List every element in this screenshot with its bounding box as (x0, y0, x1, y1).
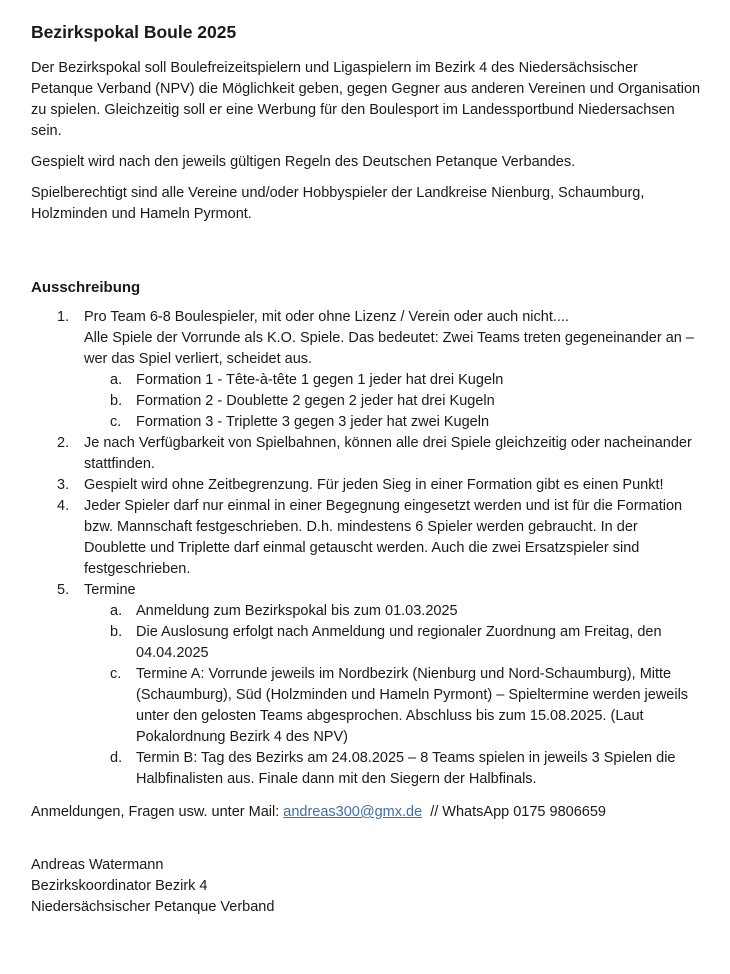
signature-role: Bezirkskoordinator Bezirk 4 (31, 878, 208, 894)
sub-item-letter: c. (110, 414, 122, 430)
item-number: 5. (57, 582, 70, 598)
item-text: Je nach Verfügbarkeit von Spielbahnen, können alle drei Spiele gleichzeitig oder nacheinander stattfinden. (84, 435, 692, 472)
sub-item-letter: c. (110, 666, 122, 682)
sub-list-item (84, 412, 701, 433)
sub-list (84, 370, 701, 433)
item-number: 4. (57, 498, 70, 514)
email-link[interactable]: andreas300@gmx.de (283, 804, 423, 820)
item-number: 1. (57, 309, 70, 325)
item-number: 2. (57, 435, 70, 451)
document-page (31, 20, 701, 918)
sub-item-letter: b. (110, 624, 123, 640)
intro-paragraph: Spielberechtigt sind alle Vereine und/oder Hobbyspieler der Landkreise Nienburg, Schaumburg, Holzminden und Hameln Pyrmont. (31, 185, 645, 222)
item-text: Pro Team 6-8 Boulespieler, mit oder ohne Lizenz / Verein oder auch nicht.... (84, 309, 569, 325)
item-number: 3. (57, 477, 70, 493)
item-text: Termine (84, 582, 136, 598)
sub-item-letter: b. (110, 393, 123, 409)
sub-list-item (84, 748, 701, 790)
section-heading: Ausschreibung (31, 279, 141, 296)
signature-organization: Niedersächsischer Petanque Verband (31, 899, 275, 915)
sub-item-letter: a. (110, 372, 123, 388)
list-item (31, 496, 701, 580)
sub-item-text: Die Auslosung erfolgt nach Anmeldung und regionaler Zuordnung am Freitag, den 04.04.2025 (136, 624, 662, 661)
item-text: Gespielt wird ohne Zeitbegrenzung. Für jeden Sieg in einer Formation gibt es einen Punkt! (84, 477, 664, 493)
sub-item-text: Formation 2 - Doublette 2 gegen 2 jeder hat drei Kugeln (136, 393, 495, 409)
sub-item-letter: a. (110, 603, 123, 619)
contact-prefix: Anmeldungen, Fragen usw. unter Mail: (31, 804, 284, 820)
list-item (31, 307, 701, 433)
signature-block (31, 855, 701, 918)
sub-list-item (84, 601, 701, 622)
tender-list (31, 307, 701, 790)
contact-line (31, 802, 701, 823)
list-item (31, 433, 701, 475)
sub-list-item (84, 664, 701, 748)
item-text: Jeder Spieler darf nur einmal in einer Begegnung eingesetzt werden und ist für die Formation bzw. Mannschaft festgeschrieben. D.h. mindestens 6 Spieler werden gebraucht. In der Doublette und Triplette darf einmal getauscht werden. Auch die zwei Ersatzspieler sind festgeschrieben. (84, 498, 683, 577)
list-item (31, 475, 701, 496)
sub-item-text: Anmeldung zum Bezirkspokal bis zum 01.03.2025 (136, 603, 458, 619)
intro-paragraph: Der Bezirkspokal soll Boulefreizeitspielern und Ligaspielern im Bezirk 4 des Niedersächsischer Petanque Verband (NPV) die Möglichkeit geben, gegen Gegner aus anderen Vereinen und Organisation zu spielen. Gleichzeitig soll er eine Werbung für den Boulesport im Landessportbund Niedersachsen sein. (31, 60, 701, 139)
sub-list-item (84, 370, 701, 391)
item-text: Alle Spiele der Vorrunde als K.O. Spiele. Das bedeutet: Zwei Teams treten gegeneinander an – wer das Spiel verliert, scheidet aus. (84, 330, 694, 367)
intro-paragraph: Gespielt wird nach den jeweils gültigen Regeln des Deutschen Petanque Verbandes. (31, 154, 576, 170)
sub-item-text: Termin B: Tag des Bezirks am 24.08.2025 – 8 Teams spielen in jeweils 3 Spielen die Halbfinalisten aus. Finale dann mit den Siegern der Halbfinals. (136, 750, 676, 787)
signature-name: Andreas Watermann (31, 857, 164, 873)
sub-item-text: Formation 1 - Tête-à-tête 1 gegen 1 jeder hat drei Kugeln (136, 372, 504, 388)
sub-item-letter: d. (110, 750, 123, 766)
sub-list-item (84, 391, 701, 412)
sub-list (84, 601, 701, 790)
sub-item-text: Termine A: Vorrunde jeweils im Nordbezirk (Nienburg und Nord-Schaumburg), Mitte (Schaumburg), Süd (Holzminden und Hameln Pyrmont) – Spieltermine werden jeweils unter den gelosten Teams abgesprochen. Abschluss bis zum 15.08.2025. (Laut Pokalordnung Bezirk 4 des NPV) (136, 666, 689, 745)
sub-item-text: Formation 3 - Triplette 3 gegen 3 jeder hat zwei Kugeln (136, 414, 490, 430)
document-title: Bezirkspokal Boule 2025 (31, 22, 237, 42)
contact-whatsapp: // WhatsApp 0175 9806659 (422, 804, 606, 820)
sub-list-item (84, 622, 701, 664)
list-item (31, 580, 701, 790)
